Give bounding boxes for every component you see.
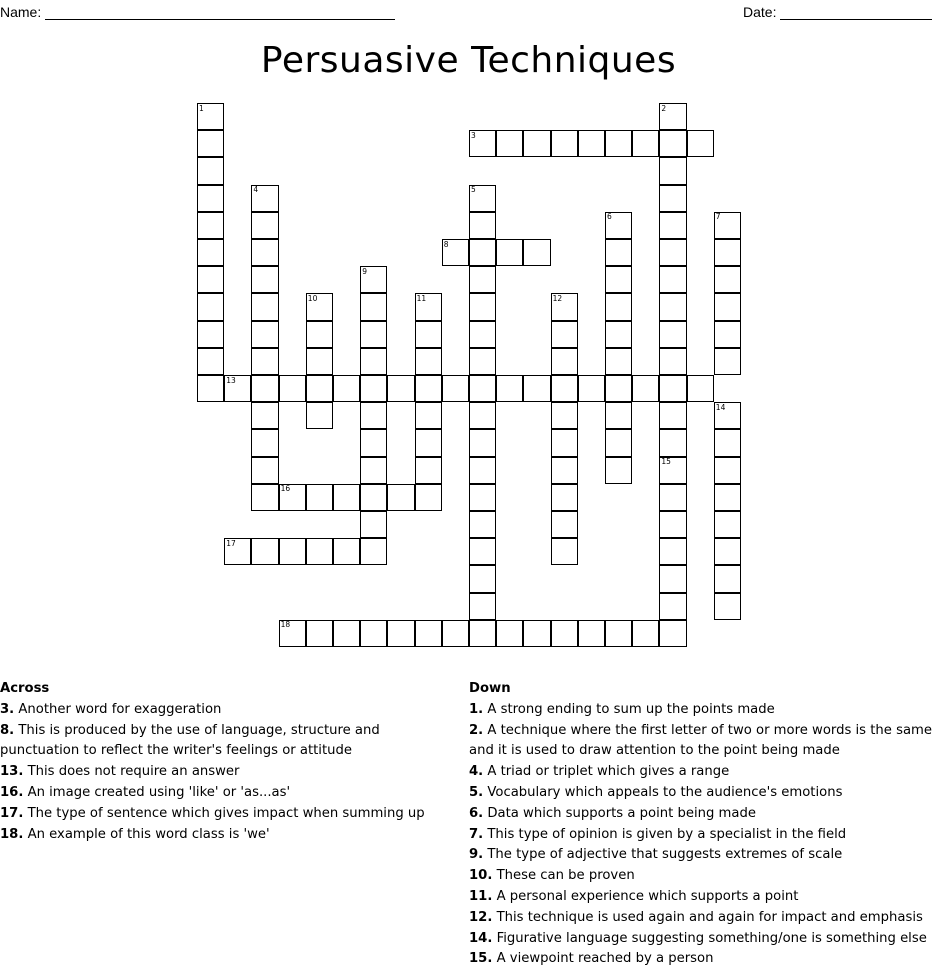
grid-cell[interactable] xyxy=(551,375,578,402)
grid-cell[interactable] xyxy=(551,538,578,565)
grid-cell[interactable] xyxy=(251,321,278,348)
clue-number-label-13: 13 xyxy=(226,375,236,385)
grid-cell[interactable] xyxy=(197,321,224,348)
grid-cell[interactable] xyxy=(415,457,442,484)
grid-cell[interactable] xyxy=(251,293,278,320)
grid-cell[interactable] xyxy=(251,402,278,429)
grid-cell[interactable] xyxy=(551,457,578,484)
clue-text: The type of sentence which gives impact when summing up xyxy=(23,805,425,821)
grid-cell[interactable] xyxy=(523,375,550,402)
grid-cell[interactable] xyxy=(714,321,741,348)
grid-cell[interactable] xyxy=(415,484,442,511)
grid-cell[interactable] xyxy=(659,348,686,375)
grid-cell[interactable] xyxy=(469,293,496,320)
grid-cell[interactable] xyxy=(279,375,306,402)
grid-cell[interactable] xyxy=(551,429,578,456)
clue-number: 7. xyxy=(469,826,484,842)
clue-down-6 xyxy=(469,804,937,825)
clue-number-label-10: 10 xyxy=(307,293,318,303)
grid-cell[interactable] xyxy=(251,348,278,375)
grid-cell[interactable] xyxy=(197,266,224,293)
clue-number: 13. xyxy=(0,764,24,780)
clue-number: 9. xyxy=(469,847,484,863)
grid-cell[interactable] xyxy=(469,620,496,647)
grid-cell[interactable] xyxy=(306,538,333,565)
grid-cell[interactable] xyxy=(469,511,496,538)
clue-across-18 xyxy=(0,825,440,846)
clue-number-label-3: 3 xyxy=(471,130,476,140)
grid-cell[interactable] xyxy=(415,620,442,647)
clue-across-8 xyxy=(0,721,440,763)
grid-cell[interactable] xyxy=(360,620,387,647)
grid-cell[interactable] xyxy=(659,593,686,620)
grid-cell[interactable] xyxy=(687,375,714,402)
clue-number: 8. xyxy=(0,722,15,738)
grid-cell[interactable] xyxy=(469,375,496,402)
grid-cell[interactable] xyxy=(442,375,469,402)
grid-cell[interactable] xyxy=(523,239,550,266)
clue-text: This type of opinion is given by a specialist in the field xyxy=(483,826,847,842)
grid-cell[interactable] xyxy=(197,157,224,184)
grid-cell[interactable] xyxy=(659,185,686,212)
grid-cell[interactable] xyxy=(605,348,632,375)
clue-down-7 xyxy=(469,825,937,846)
clue-number: 2. xyxy=(469,722,484,738)
clue-down-1 xyxy=(469,700,937,721)
grid-cell[interactable] xyxy=(251,375,278,402)
grid-cell[interactable] xyxy=(469,348,496,375)
clue-text: This technique is used again and again for impact and emphasis xyxy=(492,909,923,925)
grid-cell[interactable] xyxy=(659,375,686,402)
clue-number-label-16: 16 xyxy=(280,484,291,494)
grid-cell[interactable] xyxy=(360,511,387,538)
grid-cell[interactable] xyxy=(333,620,360,647)
clue-number-label-2: 2 xyxy=(661,103,667,113)
grid-cell[interactable] xyxy=(469,239,496,266)
grid-cell[interactable] xyxy=(659,239,686,266)
grid-cell[interactable] xyxy=(197,212,224,239)
clue-number: 10. xyxy=(469,868,493,884)
grid-cell[interactable] xyxy=(251,484,278,511)
clue-down-5 xyxy=(469,783,937,804)
grid-cell[interactable] xyxy=(469,429,496,456)
grid-cell[interactable] xyxy=(387,375,414,402)
grid-cell[interactable] xyxy=(605,429,632,456)
clue-number: 5. xyxy=(469,784,484,800)
grid-cell[interactable] xyxy=(360,348,387,375)
grid-cell[interactable] xyxy=(551,620,578,647)
grid-cell[interactable] xyxy=(469,457,496,484)
clue-down-12 xyxy=(469,908,937,929)
grid-cell[interactable] xyxy=(605,620,632,647)
grid-cell[interactable] xyxy=(333,484,360,511)
grid-cell[interactable] xyxy=(632,130,659,157)
grid-cell[interactable] xyxy=(551,321,578,348)
clue-text: These can be proven xyxy=(492,868,635,884)
clue-number-label-7: 7 xyxy=(715,212,721,222)
grid-cell[interactable] xyxy=(605,457,632,484)
grid-cell[interactable] xyxy=(333,375,360,402)
grid-cell[interactable] xyxy=(578,620,605,647)
grid-cell[interactable] xyxy=(659,511,686,538)
grid-cell[interactable] xyxy=(333,538,360,565)
grid-cell[interactable] xyxy=(197,348,224,375)
grid-cell[interactable] xyxy=(279,538,306,565)
grid-cell[interactable] xyxy=(360,457,387,484)
grid-cell[interactable] xyxy=(360,375,387,402)
grid-cell[interactable] xyxy=(578,375,605,402)
grid-cell[interactable] xyxy=(251,212,278,239)
clue-number: 12. xyxy=(469,909,493,925)
clue-down-4 xyxy=(469,762,937,783)
grid-cell[interactable] xyxy=(251,538,278,565)
grid-cell[interactable] xyxy=(415,348,442,375)
clue-down-11 xyxy=(469,887,937,908)
clue-number: 11. xyxy=(469,888,493,904)
grid-cell[interactable] xyxy=(605,293,632,320)
grid-cell[interactable] xyxy=(659,266,686,293)
grid-cell[interactable] xyxy=(632,375,659,402)
grid-cell[interactable] xyxy=(197,130,224,157)
clue-text: A viewpoint reached by a person xyxy=(492,951,714,967)
grid-cell[interactable] xyxy=(360,402,387,429)
clue-text: Vocabulary which appeals to the audience's emotions xyxy=(483,784,843,800)
grid-cell[interactable] xyxy=(714,511,741,538)
grid-cell[interactable] xyxy=(714,266,741,293)
grid-cell[interactable] xyxy=(659,402,686,429)
clue-text: The type of adjective that suggests extremes of scale xyxy=(483,847,843,863)
grid-cell[interactable] xyxy=(551,511,578,538)
grid-cell[interactable] xyxy=(714,348,741,375)
grid-cell[interactable] xyxy=(360,293,387,320)
grid-cell[interactable] xyxy=(496,239,523,266)
grid-cell[interactable] xyxy=(659,429,686,456)
date-label: Date: xyxy=(743,4,777,20)
grid-cell[interactable] xyxy=(496,620,523,647)
grid-cell[interactable] xyxy=(659,130,686,157)
grid-cell[interactable] xyxy=(360,321,387,348)
grid-cell[interactable] xyxy=(387,484,414,511)
grid-cell[interactable] xyxy=(659,565,686,592)
grid-cell[interactable] xyxy=(714,293,741,320)
clue-down-14 xyxy=(469,929,937,950)
grid-cell[interactable] xyxy=(496,130,523,157)
grid-cell[interactable] xyxy=(415,402,442,429)
grid-cell[interactable] xyxy=(197,375,224,402)
grid-cell[interactable] xyxy=(687,130,714,157)
clue-down-2 xyxy=(469,721,937,763)
down-heading: Down xyxy=(469,681,511,696)
clue-down-10 xyxy=(469,866,937,887)
grid-cell[interactable] xyxy=(306,484,333,511)
grid-cell[interactable] xyxy=(523,130,550,157)
grid-cell[interactable] xyxy=(659,321,686,348)
clue-number-label-11: 11 xyxy=(416,293,427,303)
grid-cell[interactable] xyxy=(469,212,496,239)
clue-text: This does not require an answer xyxy=(23,764,240,780)
grid-cell[interactable] xyxy=(360,429,387,456)
grid-cell[interactable] xyxy=(306,620,333,647)
grid-cell[interactable] xyxy=(659,538,686,565)
clue-across-3 xyxy=(0,700,440,721)
clue-text: A personal experience which supports a point xyxy=(492,888,799,904)
grid-cell[interactable] xyxy=(469,321,496,348)
grid-cell[interactable] xyxy=(632,620,659,647)
grid-cell[interactable] xyxy=(469,593,496,620)
grid-cell[interactable] xyxy=(306,402,333,429)
down-clues xyxy=(469,679,937,970)
clue-number: 3. xyxy=(0,701,15,717)
grid-cell[interactable] xyxy=(659,620,686,647)
grid-cell[interactable] xyxy=(714,593,741,620)
clue-text: A triad or triplet which gives a range xyxy=(483,764,730,780)
grid-cell[interactable] xyxy=(605,402,632,429)
grid-cell[interactable] xyxy=(714,457,741,484)
grid-cell[interactable] xyxy=(605,130,632,157)
grid-cell[interactable] xyxy=(714,239,741,266)
clue-number: 18. xyxy=(0,826,24,842)
clue-number: 17. xyxy=(0,805,24,821)
clue-number: 14. xyxy=(469,930,493,946)
clue-text: Figurative language suggesting something/one is something else xyxy=(492,930,927,946)
clue-number: 6. xyxy=(469,805,484,821)
clue-number-label-8: 8 xyxy=(443,239,449,249)
grid-cell[interactable] xyxy=(469,484,496,511)
grid-cell[interactable] xyxy=(415,429,442,456)
clue-across-13 xyxy=(0,762,440,783)
grid-cell[interactable] xyxy=(360,484,387,511)
grid-cell[interactable] xyxy=(197,293,224,320)
grid-cell[interactable] xyxy=(659,157,686,184)
grid-cell[interactable] xyxy=(714,429,741,456)
grid-cell[interactable] xyxy=(360,538,387,565)
grid-cell[interactable] xyxy=(523,620,550,647)
clue-down-9 xyxy=(469,845,937,866)
clue-number-label-4: 4 xyxy=(253,185,259,195)
grid-cell[interactable] xyxy=(306,321,333,348)
clue-number-label-15: 15 xyxy=(661,457,671,467)
clue-text: Another word for exaggeration xyxy=(14,701,222,717)
grid-cell[interactable] xyxy=(551,402,578,429)
clue-text: A technique where the first letter of two or more words is the same and it is used to draw attention to the point being made xyxy=(469,722,937,759)
clue-number-label-9: 9 xyxy=(362,266,367,276)
grid-cell[interactable] xyxy=(469,266,496,293)
grid-cell[interactable] xyxy=(251,239,278,266)
clue-across-17 xyxy=(0,804,440,825)
grid-cell[interactable] xyxy=(714,538,741,565)
grid-cell[interactable] xyxy=(251,429,278,456)
page-title: Persuasive Techniques xyxy=(260,40,677,81)
clue-number: 15. xyxy=(469,951,493,967)
clue-text: A strong ending to sum up the points made xyxy=(483,701,775,717)
clue-text: An example of this word class is 'we' xyxy=(23,826,270,842)
grid-cell[interactable] xyxy=(197,239,224,266)
clue-number-label-14: 14 xyxy=(715,402,726,412)
clue-number-label-1: 1 xyxy=(199,103,204,113)
clue-number-label-18: 18 xyxy=(280,620,291,630)
clue-number-label-17: 17 xyxy=(226,538,236,548)
grid-cell[interactable] xyxy=(415,375,442,402)
grid-cell[interactable] xyxy=(605,239,632,266)
name-label: Name: xyxy=(0,4,42,20)
across-heading: Across xyxy=(0,681,50,696)
clue-number-label-12: 12 xyxy=(552,293,563,303)
clue-number-label-6: 6 xyxy=(607,212,612,222)
grid-cell[interactable] xyxy=(605,266,632,293)
grid-cell[interactable] xyxy=(605,375,632,402)
clue-text: Data which supports a point being made xyxy=(483,805,756,821)
clue-text: An image created using 'like' or 'as...as' xyxy=(23,784,291,800)
grid-cell[interactable] xyxy=(659,484,686,511)
clue-number-label-5: 5 xyxy=(471,185,476,195)
grid-cell[interactable] xyxy=(469,402,496,429)
grid-cell[interactable] xyxy=(387,620,414,647)
grid-cell[interactable] xyxy=(659,293,686,320)
grid-cell[interactable] xyxy=(306,375,333,402)
down-list xyxy=(469,700,937,970)
grid-cell[interactable] xyxy=(551,130,578,157)
grid-cell[interactable] xyxy=(251,266,278,293)
grid-cell[interactable] xyxy=(251,457,278,484)
clue-number: 16. xyxy=(0,784,24,800)
grid-cell[interactable] xyxy=(659,212,686,239)
grid-cell[interactable] xyxy=(714,565,741,592)
grid-cell[interactable] xyxy=(551,348,578,375)
across-clues xyxy=(0,679,440,845)
grid-cell[interactable] xyxy=(197,185,224,212)
clue-across-16 xyxy=(0,783,440,804)
grid-cell[interactable] xyxy=(605,321,632,348)
grid-cell[interactable] xyxy=(469,538,496,565)
clue-number: 1. xyxy=(469,701,484,717)
clue-number: 4. xyxy=(469,764,484,780)
clue-text: This is produced by the use of language, structure and punctuation to reflect the writer's feelings or attitude xyxy=(0,722,384,759)
grid-cell[interactable] xyxy=(306,348,333,375)
grid-cell[interactable] xyxy=(469,565,496,592)
grid-cell[interactable] xyxy=(714,484,741,511)
grid-cell[interactable] xyxy=(578,130,605,157)
across-list xyxy=(0,700,440,846)
grid-cell[interactable] xyxy=(442,620,469,647)
clue-down-15 xyxy=(469,949,937,970)
grid-cell[interactable] xyxy=(496,375,523,402)
grid-cell[interactable] xyxy=(415,321,442,348)
grid-cell[interactable] xyxy=(551,484,578,511)
